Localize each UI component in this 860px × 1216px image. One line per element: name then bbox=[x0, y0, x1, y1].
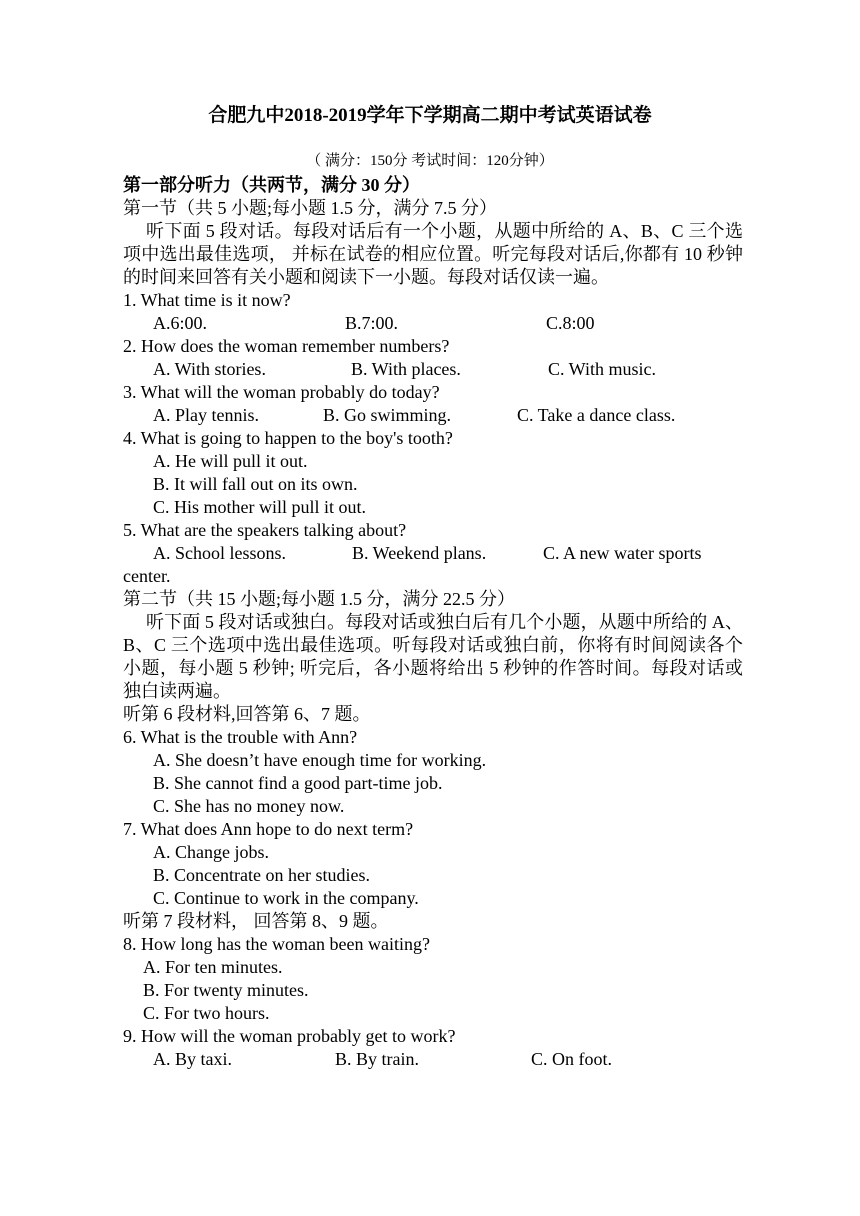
page-title: 合肥九中2018-2019学年下学期高二期中考试英语试卷 bbox=[208, 105, 652, 126]
option-a: A. For ten minutes. bbox=[143, 957, 283, 977]
option-c: C. On foot. bbox=[531, 1049, 612, 1069]
section1-heading: 第一节（共 5 小题;每小题 1.5 分，满分 7.5 分） bbox=[123, 198, 497, 218]
question-stem: 6. What is the trouble with Ann? bbox=[123, 727, 358, 747]
option-b: B. It will fall out on its own. bbox=[153, 474, 358, 494]
option-b: B. By train. bbox=[335, 1049, 419, 1069]
option-c: C. With music. bbox=[548, 359, 656, 379]
option-c-continued: center. bbox=[123, 566, 171, 586]
option-a: A. By taxi. bbox=[153, 1049, 232, 1069]
question-stem: 1. What time is it now? bbox=[123, 290, 291, 310]
option-a: A. He will pull it out. bbox=[153, 451, 308, 471]
option-a: A. She doesn’t have enough time for working. bbox=[153, 750, 487, 770]
question-stem: 9. How will the woman probably get to work? bbox=[123, 1026, 456, 1046]
exam-info: （ 满分：150分 考试时间：120分钟） bbox=[306, 153, 554, 169]
question-stem: 4. What is going to happen to the boy's tooth? bbox=[123, 428, 453, 448]
option-b: B. Weekend plans. bbox=[352, 543, 487, 563]
options-row bbox=[123, 404, 743, 427]
question-stem: 5. What are the speakers talking about? bbox=[123, 520, 407, 540]
part1-heading: 第一部分听力（共两节，满分 30 分） bbox=[123, 175, 420, 195]
exam-body bbox=[123, 174, 743, 1071]
option-b: B.7:00. bbox=[345, 313, 399, 333]
option-a: A. Change jobs. bbox=[153, 842, 269, 862]
options-row bbox=[123, 312, 743, 335]
option-c: C. She has no money now. bbox=[153, 796, 345, 816]
section2-heading: 第二节（共 15 小题;每小题 1.5 分，满分 22.5 分） bbox=[123, 589, 515, 609]
section2-instruction: 听下面 5 段对话或独白。每段对话或独白后有几个小题，从题中所给的 A、B、C 三个选项中选出最佳选项。听每段对话或独白前，你将有时间阅读各个小题，每小题 5 秒钟; 听完后，各小题将给出 5 秒钟的作答时间。每段对话或独白读两遍。 bbox=[123, 612, 743, 701]
question-stem: 8. How long has the woman been waiting? bbox=[123, 934, 430, 954]
option-c: C. For two hours. bbox=[143, 1003, 270, 1023]
option-c: C.8:00 bbox=[546, 313, 595, 333]
options-row bbox=[123, 1048, 743, 1071]
material-note: 听第 6 段材料,回答第 6、7 题。 bbox=[123, 704, 371, 724]
option-a: A. Play tennis. bbox=[153, 405, 259, 425]
option-c: C. Take a dance class. bbox=[517, 405, 676, 425]
option-b: B. For twenty minutes. bbox=[143, 980, 309, 1000]
option-a: A. School lessons. bbox=[153, 543, 287, 563]
material-note: 听第 7 段材料， 回答第 8、9 题。 bbox=[123, 911, 389, 931]
option-b: B. Go swimming. bbox=[323, 405, 452, 425]
option-b: B. Concentrate on her studies. bbox=[153, 865, 370, 885]
option-b: B. She cannot find a good part-time job. bbox=[153, 773, 443, 793]
options-row bbox=[123, 542, 743, 565]
question-stem: 3. What will the woman probably do today? bbox=[123, 382, 440, 402]
option-b: B. With places. bbox=[351, 359, 461, 379]
options-row bbox=[123, 358, 743, 381]
option-a: A.6:00. bbox=[153, 313, 207, 333]
option-a: A. With stories. bbox=[153, 359, 266, 379]
question-stem: 2. How does the woman remember numbers? bbox=[123, 336, 450, 356]
question-stem: 7. What does Ann hope to do next term? bbox=[123, 819, 414, 839]
option-c: C. A new water sports bbox=[543, 543, 702, 563]
section1-instruction: 听下面 5 段对话。每段对话后有一个小题，从题中所给的 A、B、C 三个选项中选出最佳选项， 并标在试卷的相应位置。听完每段对话后,你都有 10 秒钟的时间来回答有关小题和阅读下一小题。每段对话仅读一遍。 bbox=[123, 221, 743, 287]
option-c: C. His mother will pull it out. bbox=[153, 497, 367, 517]
option-c: C. Continue to work in the company. bbox=[153, 888, 419, 908]
